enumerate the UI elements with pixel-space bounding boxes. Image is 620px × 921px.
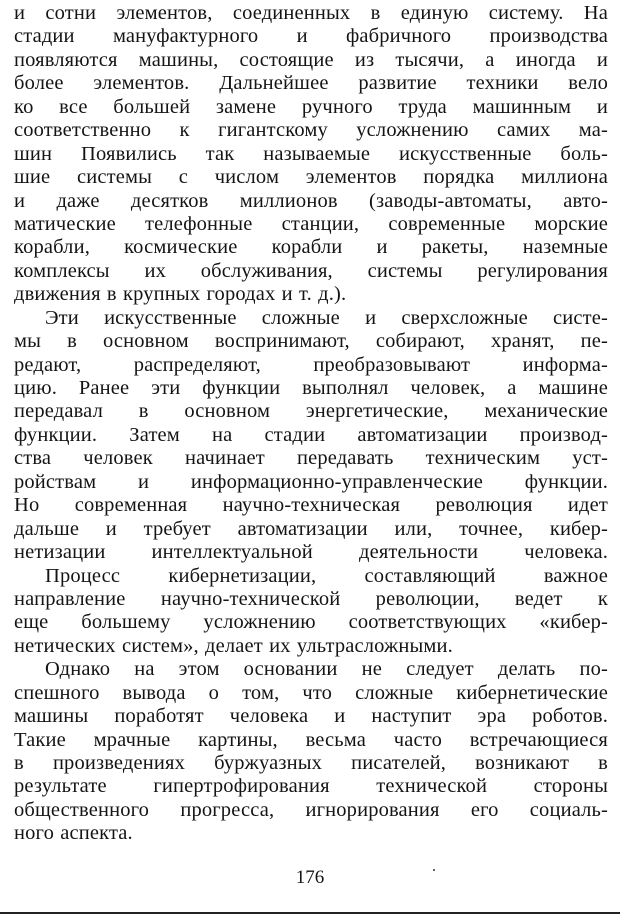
text-line: ства человек начинает передавать техническим уст- — [14, 447, 608, 470]
text-line: комплексы их обслуживания, системы регулирования — [14, 259, 608, 282]
text-line: стадии мануфактурного и фабричного производства — [14, 25, 608, 48]
text-line: шие системы с числом элементов порядка миллиона — [14, 166, 608, 189]
text-line: более элементов. Дальнейшее развитие техники вело — [14, 72, 608, 95]
text-line: ройствам и информационно-управленческие функции. — [14, 470, 608, 493]
paragraph — [14, 2, 608, 307]
text-line: Но современная научно-техническая революция идет — [14, 494, 608, 517]
print-speck — [433, 869, 435, 871]
text-line: Эти искусственные сложные и сверхсложные систе- — [45, 306, 608, 329]
text-line: появляются машины, состоящие из тысячи, а иногда и — [14, 48, 608, 71]
text-line: движения в крупных городах и т. д.). — [14, 283, 347, 306]
paragraph — [14, 658, 608, 846]
text-line: матические телефонные станции, современные морские — [14, 212, 608, 235]
text-line: Такие мрачные картины, весьма часто встречающиеся — [14, 728, 608, 751]
page-number: 176 — [295, 867, 325, 888]
text-line: нетизации интеллектуальной деятельности человека. — [14, 541, 608, 564]
text-line: редают, распределяют, преобразовывают информа- — [14, 353, 608, 376]
text-line: Процесс кибернетизации, составляющий важное — [45, 564, 608, 587]
text-line: в произведениях буржуазных писателей, возникают в — [14, 752, 608, 774]
page-body — [14, 2, 608, 846]
text-line: еще большему усложнению соответствующих «кибер- — [14, 611, 608, 634]
text-line: мы в основном воспринимают, собирают, хранят, пе- — [14, 330, 608, 353]
text-line: спешного вывода о том, что сложные кибернетические — [14, 681, 608, 704]
text-line: машины поработят человека и наступит эра роботов. — [14, 705, 608, 728]
text-line: шин Появились так называемые искусственные боль- — [14, 142, 608, 165]
paragraph — [14, 307, 608, 565]
text-line: цию. Ранее эти функции выполнял человек, а машине — [14, 377, 608, 399]
text-line: Однако на этом основании не следует делать по- — [45, 658, 608, 681]
text-line: результате гипертрофирования технической стороны — [14, 775, 608, 798]
paragraph — [14, 565, 608, 659]
text-line: дальше и требует автоматизации или, точнее, кибер- — [14, 517, 608, 540]
text-line: нетических систем», делает их ультрасложными. — [14, 634, 453, 657]
footer-rule — [0, 912, 620, 914]
text-line: и даже десятков миллионов (заводы-автоматы, авто- — [14, 189, 608, 212]
text-line: передавал в основном энергетические, механические — [14, 400, 608, 423]
text-line: ного аспекта. — [14, 822, 133, 845]
text-line: общественного прогресса, игнорирования его социаль- — [14, 798, 608, 821]
text-line: функции. Затем на стадии автоматизации производ- — [14, 423, 608, 446]
text-line: соответственно к гигантскому усложнению самих ма- — [14, 119, 608, 142]
text-line: и сотни элементов, соединенных в единую систему. На — [14, 2, 608, 24]
text-line: корабли, космические корабли и ракеты, наземные — [14, 236, 608, 259]
text-line: ко все большей замене ручного труда машинным и — [14, 95, 608, 118]
text-line: направление научно-технической революции, ведет к — [14, 587, 608, 610]
